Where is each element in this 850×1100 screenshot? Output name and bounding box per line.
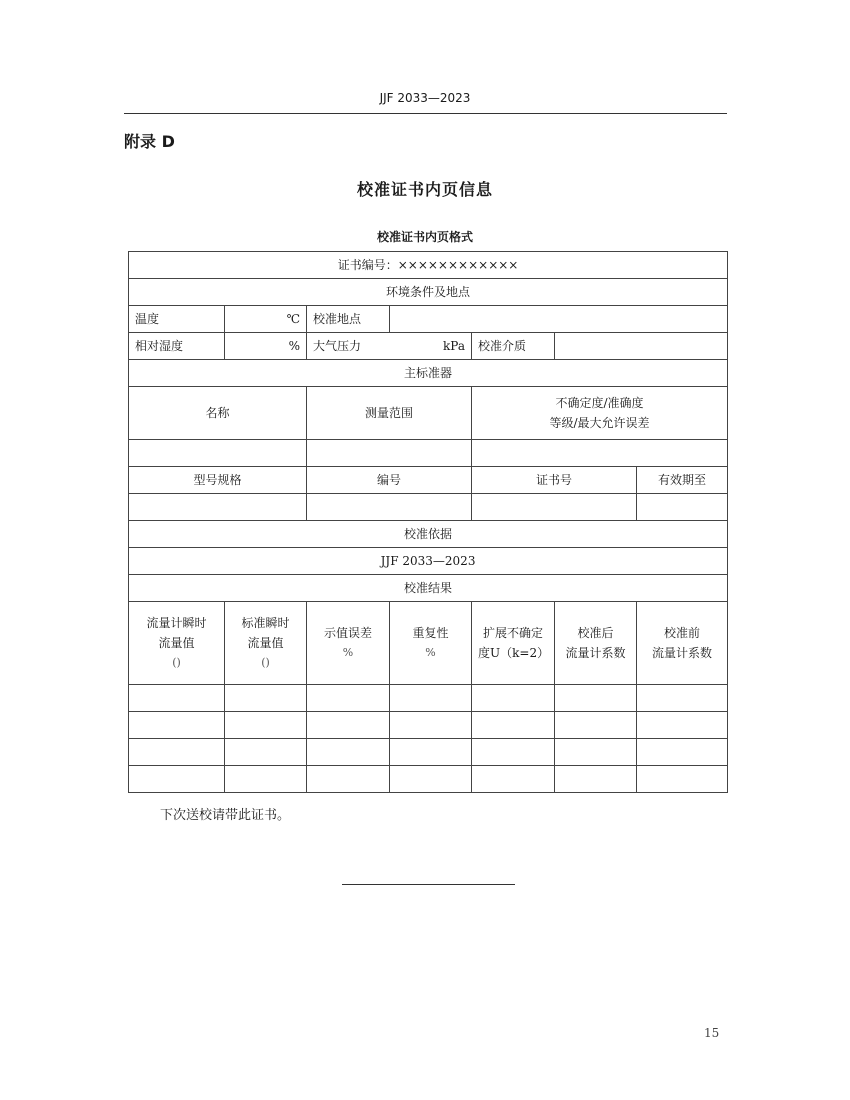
results-col-coef-before-line1: 校准前 [664, 626, 701, 640]
appendix-label: 附录 D [124, 132, 175, 151]
results-col-standard-flow-line2: 流量值 [247, 636, 284, 650]
model-label: 型号规格 [129, 467, 307, 494]
results-col-meter-flow-line2: 流量值 [158, 636, 195, 650]
model-header-row [129, 467, 728, 494]
valid-value [637, 494, 728, 521]
results-col-error-unit: % [342, 646, 354, 659]
range-label: 测量范围 [307, 387, 472, 440]
standard-header-row [129, 387, 728, 440]
certificate-table [128, 251, 728, 793]
results-heading-row [129, 575, 728, 602]
results-col-uncertainty-line2: 度U（k=2） [478, 646, 550, 660]
range-value [307, 440, 472, 467]
basis-heading-row [129, 521, 728, 548]
running-header: JJF 2033—2023 [379, 91, 471, 105]
uncertainty-label-line1: 不确定度/准确度 [555, 396, 644, 410]
humidity-unit: % [225, 333, 307, 360]
standard-heading: 主标准器 [129, 360, 728, 387]
page-title: 校准证书内页信息 [356, 180, 493, 199]
humidity-row [129, 333, 728, 360]
results-heading: 校准结果 [129, 575, 728, 602]
standard-heading-row [129, 360, 728, 387]
results-col-error-line1: 示值误差 [323, 626, 372, 640]
cert-number-row [129, 252, 728, 279]
cert-number: 证书编号：×××××××××××× [129, 252, 728, 279]
medium-label: 校准介质 [472, 333, 555, 360]
model-value [129, 494, 307, 521]
location-label: 校准地点 [307, 306, 390, 333]
results-col-meter-flow-line1: 流量计瞬时 [146, 616, 207, 630]
temperature-label: 温度 [129, 306, 225, 333]
results-col-coef-after-line2: 流量计系数 [565, 646, 626, 660]
location-value [390, 306, 728, 333]
table-row [129, 685, 728, 712]
page-number: 15 [704, 1026, 720, 1040]
uncertainty-label [472, 387, 728, 440]
pressure-cell [307, 333, 472, 360]
results-col-coef-before [637, 602, 728, 685]
certno-label: 证书号 [472, 467, 637, 494]
results-col-meter-flow [129, 602, 225, 685]
results-col-standard-flow [225, 602, 307, 685]
standard-value-row [129, 440, 728, 467]
results-col-standard-flow-line1: 标准瞬时 [241, 616, 290, 630]
uncertainty-value [472, 440, 728, 467]
results-col-repeatability [390, 602, 472, 685]
results-col-coef-before-line2: 流量计系数 [652, 646, 713, 660]
footnote: 下次送校请带此证书。 [160, 808, 291, 823]
medium-value [555, 333, 728, 360]
table-row [129, 739, 728, 766]
results-col-coef-after-line1: 校准后 [577, 626, 614, 640]
temperature-row [129, 306, 728, 333]
env-heading-row [129, 279, 728, 306]
basis-value: JJF 2033—2023 [129, 548, 728, 575]
table-row [129, 766, 728, 793]
valid-label: 有效期至 [637, 467, 728, 494]
humidity-label: 相对湿度 [129, 333, 225, 360]
pressure-label: 大气压力 [313, 339, 362, 353]
temperature-unit: ℃ [225, 306, 307, 333]
pressure-unit: kPa [443, 339, 465, 353]
results-col-error [307, 602, 390, 685]
results-col-coef-after [555, 602, 637, 685]
env-heading: 环境条件及地点 [129, 279, 728, 306]
results-col-repeatability-unit: % [425, 646, 436, 659]
results-col-standard-flow-unit: () [261, 656, 270, 669]
end-rule [342, 884, 515, 885]
table-caption: 校准证书内页格式 [376, 230, 473, 244]
basis-heading: 校准依据 [129, 521, 728, 548]
table-row [129, 712, 728, 739]
results-col-uncertainty [472, 602, 555, 685]
serial-label: 编号 [307, 467, 472, 494]
name-value [129, 440, 307, 467]
results-col-uncertainty-line1: 扩展不确定 [482, 626, 543, 640]
header-rule [124, 113, 727, 114]
serial-value [307, 494, 472, 521]
certno-value [472, 494, 637, 521]
results-col-repeatability-line1: 重复性 [412, 626, 449, 640]
uncertainty-label-line2: 等级/最大允许误差 [549, 416, 650, 430]
results-header-row [129, 602, 728, 685]
name-label: 名称 [129, 387, 307, 440]
results-col-meter-flow-unit: () [172, 656, 181, 669]
basis-value-row [129, 548, 728, 575]
model-value-row [129, 494, 728, 521]
